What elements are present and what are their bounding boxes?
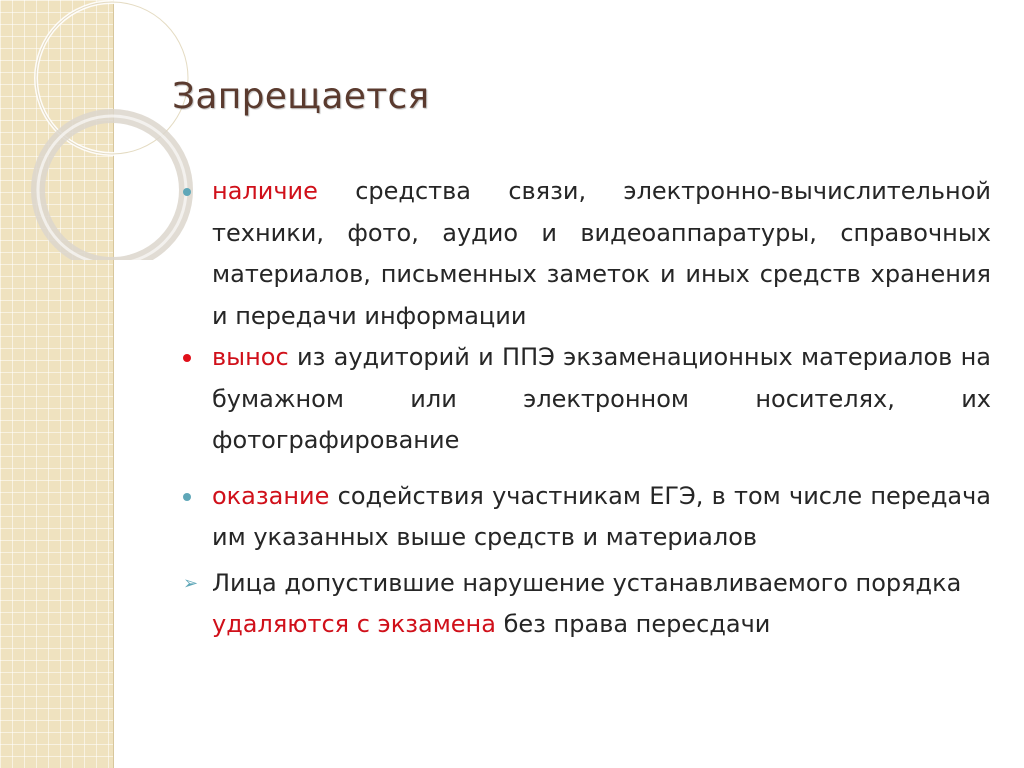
item-text: содействия участникам ЕГЭ, в том числе передача им указанных выше средств и материалов <box>212 481 991 551</box>
bullet-dot-icon <box>183 354 191 362</box>
list-item <box>183 171 991 337</box>
item-text: из аудиторий и ППЭ экзаменационных материалов на бумажном или электронном носителях, их фотографирование <box>212 343 991 454</box>
list-item <box>183 337 991 462</box>
list-item <box>183 476 991 559</box>
list-item-final <box>183 563 991 646</box>
final-highlight: удаляются с экзамена <box>212 610 496 638</box>
item-keyword: оказание <box>212 481 330 510</box>
slide-title: Запрещается <box>172 76 430 117</box>
decorative-side-panel <box>0 0 114 768</box>
item-keyword: наличие <box>212 177 318 205</box>
rules-list <box>183 171 991 646</box>
arrow-right-icon: ➢ <box>183 572 199 594</box>
final-text-start: Лица допустившие нарушение устанавливаемого порядка <box>212 568 962 597</box>
bullet-dot-icon <box>183 188 191 196</box>
item-keyword: вынос <box>212 343 289 371</box>
bullet-dot-icon <box>183 493 191 501</box>
item-text: средства связи, электронно-вычислительной техники, фото, аудио и видеоаппаратуры, справочных материалов, письменных заметок и иных средств хранения и передачи информации <box>212 177 991 330</box>
final-text-end: без права пересдачи <box>495 610 771 638</box>
